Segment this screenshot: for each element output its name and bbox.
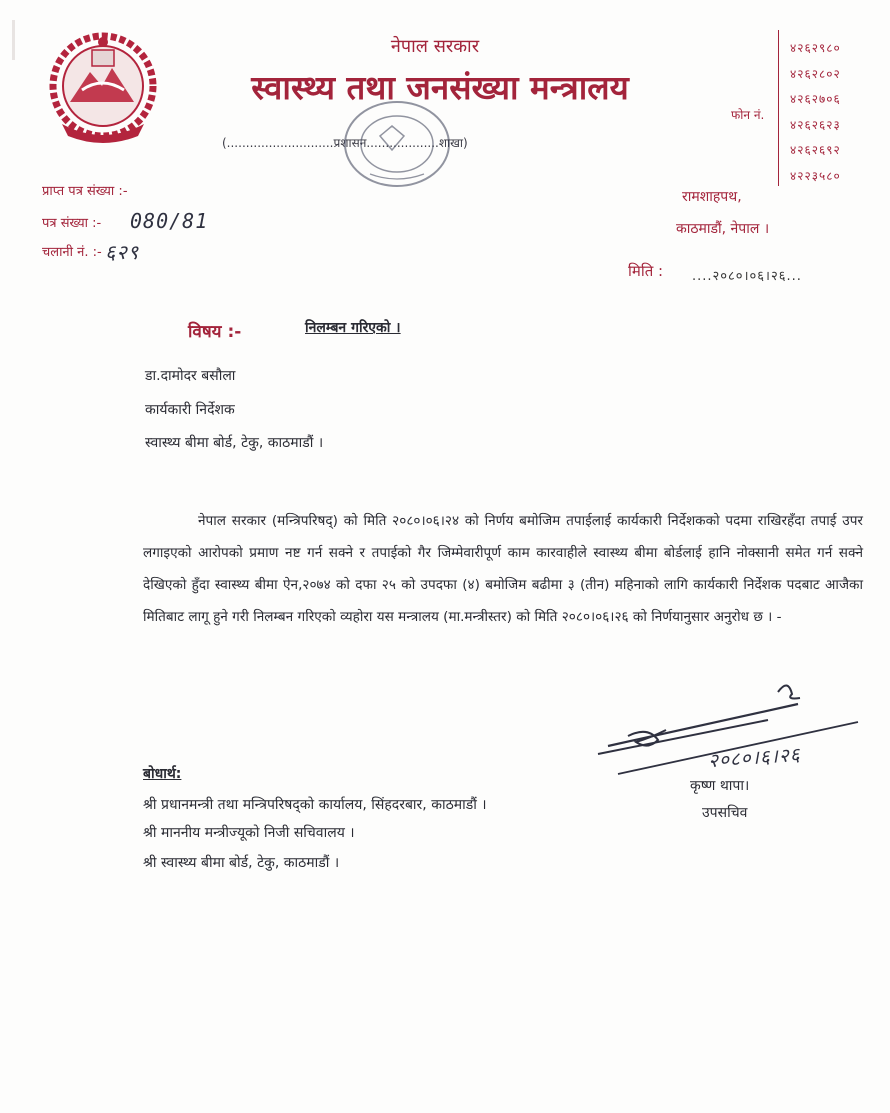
subject-label: विषय :- (188, 322, 242, 342)
date-label: मिति : (628, 262, 664, 280)
received-letter-label: प्राप्त पत्र संख्या :- (42, 184, 128, 199)
ministry-title: स्वास्थ्य तथा जनसंख्या मन्त्रालय (251, 68, 629, 107)
cc-item: श्री स्वास्थ्य बीमा बोर्ड, टेकु, काठमाडौं । (143, 855, 340, 871)
letter-number-value: 080/81 (130, 209, 209, 233)
phone-list (790, 36, 841, 190)
recipient-title: कार्यकारी निर्देशक (145, 402, 235, 418)
phone-number: ४२२३५८० (790, 168, 841, 183)
dispatch-number-value: ६२९ (105, 240, 140, 264)
phone-bracket (778, 30, 784, 186)
signature-date: २०८०।६।२६ (707, 743, 802, 773)
page-edge-mark (12, 20, 15, 60)
government-title: नेपाल सरकार (390, 36, 480, 57)
address-street: रामशाहपथ, (682, 189, 742, 205)
signatory-designation: उपसचिव (702, 805, 748, 821)
office-stamp-icon (340, 96, 455, 192)
government-emblem-icon (42, 28, 164, 150)
phone-number: ४२६२६२३ (790, 117, 841, 132)
letter-number-label: पत्र संख्या :- (42, 216, 102, 231)
cc-item: श्री माननीय मन्त्रीज्यूको निजी सचिवालय । (143, 825, 355, 841)
recipient-name: डा.दामोदर बसौला (145, 368, 236, 384)
phone-number: ४२६२६९२ (790, 143, 841, 158)
subject-value: निलम्बन गरिएको । (305, 320, 401, 336)
phone-label: फोन नं. (731, 108, 765, 122)
signatory-name: कृष्ण थापा। (690, 778, 750, 794)
cc-label: बोधार्थ: (143, 766, 182, 782)
recipient-organization: स्वास्थ्य बीमा बोर्ड, टेकु, काठमाडौं । (145, 435, 324, 451)
phone-number: ४२६२८०२ (790, 66, 841, 81)
date-value: ....२०८०।०६।२६... (692, 269, 802, 284)
section-line: (............................प्रशासन...................शाखा) (222, 136, 468, 150)
body-paragraph: नेपाल सरकार (मन्त्रिपरिषद्) को मिति २०८०।०६।२४ को निर्णय बमोजिम तपाईलाई कार्यकारी निर्देशकको पदमा राखिरहँदा तपाई उपर लगाइएको आरोपको प्रमाण नष्ट गर्न सक्ने र तपाईको गैर जिम्मेवारीपूर्ण काम कारवाहीले स्वास्थ्य बीमा बोर्डलाई हानि नोक्सानी समेत गर्न सक्ने देखिएको हुँदा स्वास्थ्य बीमा ऐन,२०७४ को दफा २५ को उपदफा (४) बमोजिम बढीमा ३ (तीन) महिनाको लागि कार्यकारी निर्देशक पदबाट आजैका मितिबाट लागू हुने गरी निलम्बन गरिएको व्यहोरा यस मन्त्रालय (मा.मन्त्रीस्तर) को मिति २०८०।०६।२६ को निर्णयानुसार अनुरोध छ । - (143, 513, 863, 625)
phone-number: ४२६२७०६ (790, 92, 841, 107)
dispatch-number-label: चलानी नं. :- (42, 245, 102, 260)
cc-item: श्री प्रधानमन्त्री तथा मन्त्रिपरिषद्को कार्यालय, सिंहदरबार, काठमाडौं । (143, 797, 487, 813)
phone-number: ४२६२९८० (790, 41, 841, 55)
address-city: काठमाडौं, नेपाल । (676, 221, 770, 237)
